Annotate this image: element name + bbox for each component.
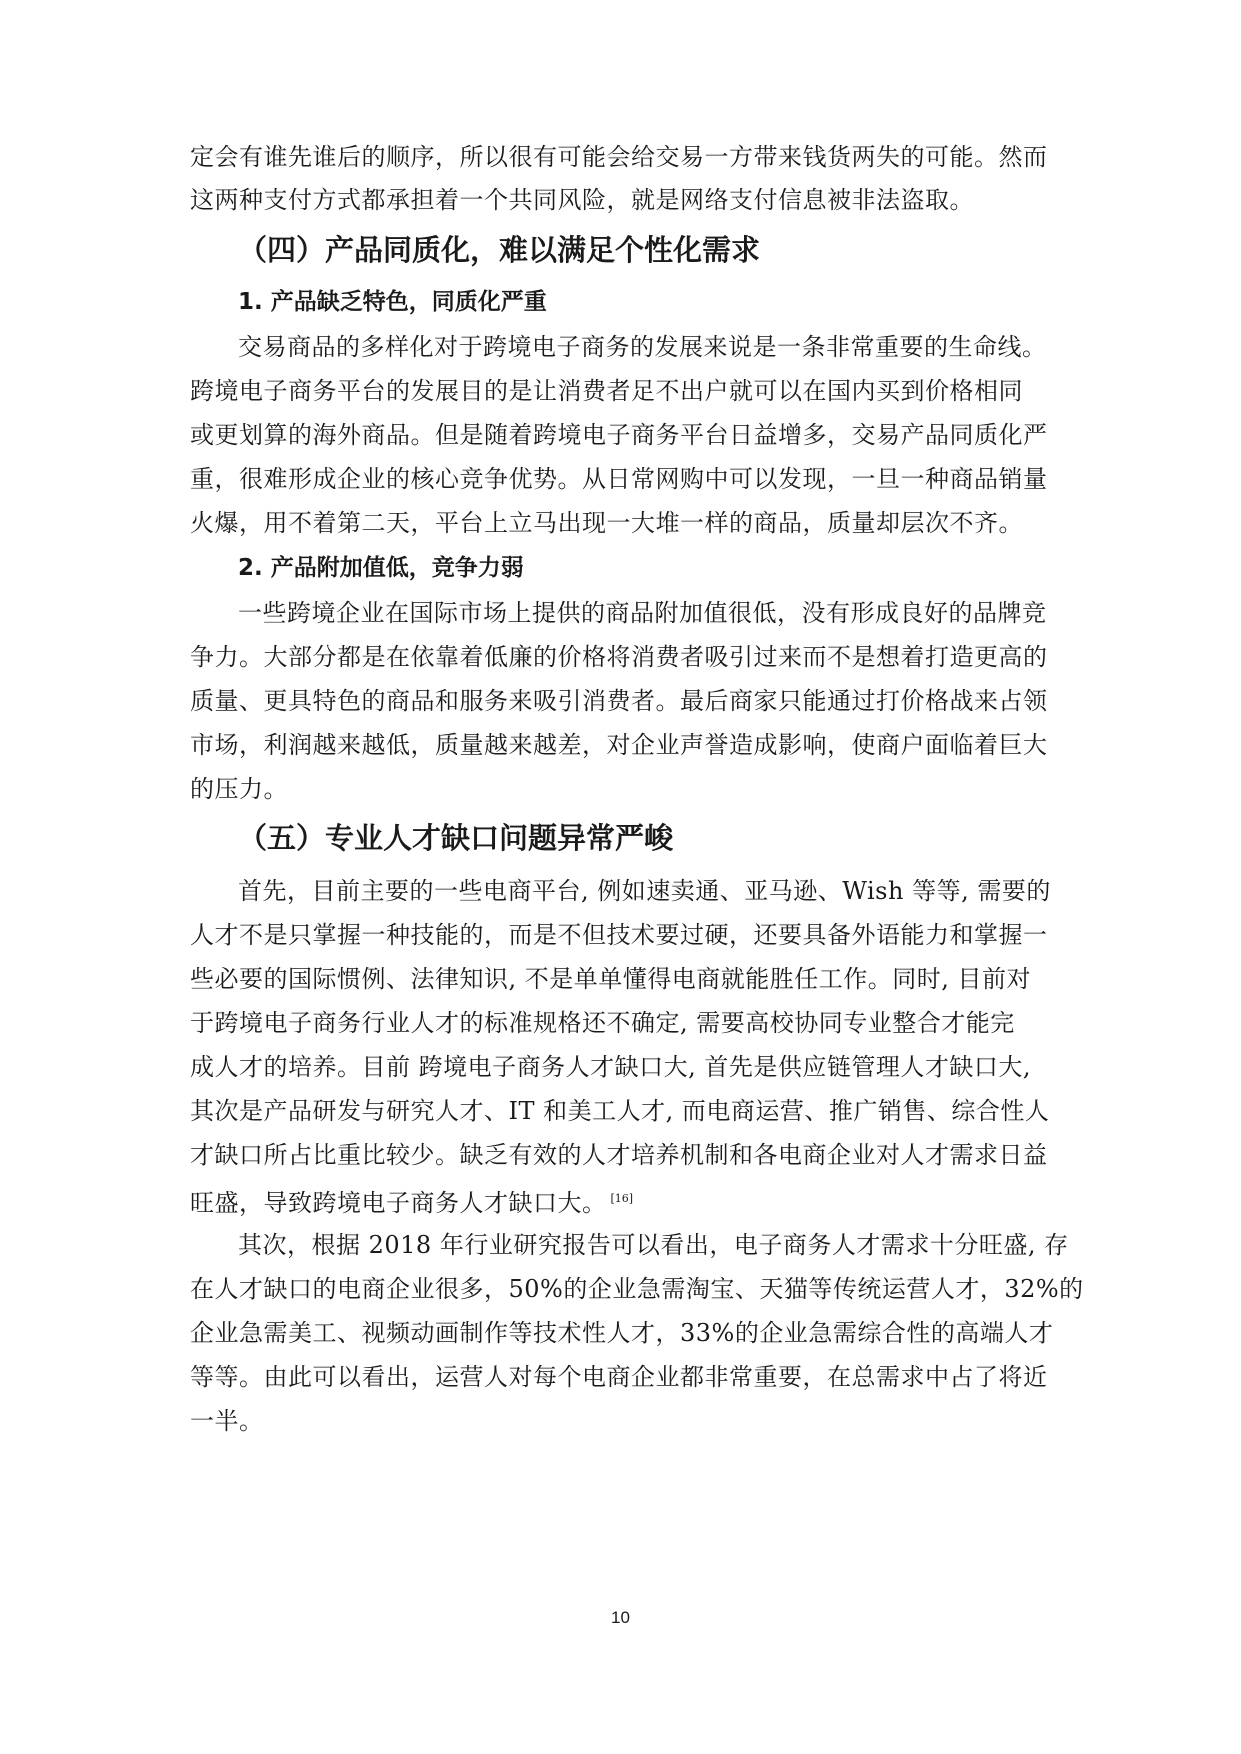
paragraph-line: 跨境电子商务平台的发展目的是让消费者足不出户就可以在国内买到价格相同	[190, 377, 1023, 405]
paragraph-line: 其次，根据 2018 年行业研究报告可以看出，电子商务人才需求十分旺盛, 存	[238, 1231, 1069, 1259]
paragraph-line: 一些跨境企业在国际市场上提供的商品附加值很低，没有形成良好的品牌竞	[238, 599, 1047, 627]
paragraph-line: 首先，目前主要的一些电商平台, 例如速卖通、亚马逊、Wish 等等, 需要的	[238, 877, 1051, 905]
subsection-heading-4-1: 1. 产品缺乏特色，同质化严重	[238, 289, 547, 315]
paragraph-line: 这两种支付方式都承担着一个共同风险，就是网络支付信息被非法盗取。	[190, 186, 974, 214]
citation-marker: [16]	[610, 1192, 634, 1205]
paragraph-line: 才缺口所占比重比较少。缺乏有效的人才培养机制和各电商企业对人才需求日益	[190, 1141, 1048, 1169]
paragraph-line: 些必要的国际惯例、法律知识, 不是单单懂得电商就能胜任工作。同时, 目前对	[190, 965, 1032, 993]
paragraph-line: 一半。	[190, 1407, 264, 1435]
paragraph-line: 或更划算的海外商品。但是随着跨境电子商务平台日益增多，交易产品同质化严	[190, 421, 1048, 449]
paragraph-text: 旺盛，导致跨境电子商务人才缺口大。	[190, 1189, 607, 1217]
paragraph-line: 人才不是只掌握一种技能的，而是不但技术要过硬，还要具备外语能力和掌握一	[190, 921, 1048, 949]
paragraph-line: 重，很难形成企业的核心竞争优势。从日常网购中可以发现，一旦一种商品销量	[190, 465, 1048, 493]
paragraph-line: 质量、更具特色的商品和服务来吸引消费者。最后商家只能通过打价格战来占领	[190, 687, 1048, 715]
paragraph-line	[190, 1182, 633, 1220]
paragraph-line: 争力。大部分都是在依靠着低廉的价格将消费者吸引过来而不是想着打造更高的	[190, 643, 1048, 671]
paragraph-line: 于跨境电子商务行业人才的标准规格还不确定, 需要高校协同专业整合才能完	[190, 1009, 1015, 1037]
section-heading-5: （五）专业人才缺口问题异常严峻	[238, 821, 674, 855]
paragraph-line: 火爆，用不着第二天，平台上立马出现一大堆一样的商品，质量却层次不齐。	[190, 509, 1023, 537]
paragraph-line: 在人才缺口的电商企业很多，50%的企业急需淘宝、天猫等传统运营人才，32%的	[190, 1275, 1084, 1303]
section-heading-4: （四）产品同质化，难以满足个性化需求	[238, 233, 761, 267]
paragraph-line: 其次是产品研发与研究人才、IT 和美工人才, 而电商运营、推广销售、综合性人	[190, 1097, 1050, 1125]
subsection-heading-4-2: 2. 产品附加值低，竞争力弱	[238, 555, 524, 581]
paragraph-line: 交易商品的多样化对于跨境电子商务的发展来说是一条非常重要的生命线。	[238, 333, 1047, 361]
paragraph-line: 成人才的培养。目前 跨境电子商务人才缺口大, 首先是供应链管理人才缺口大,	[190, 1053, 1032, 1081]
paragraph-line: 的压力。	[190, 775, 288, 803]
paragraph-line: 企业急需美工、视频动画制作等技术性人才，33%的企业急需综合性的高端人才	[190, 1319, 1054, 1347]
paragraph-line: 定会有谁先谁后的顺序，所以很有可能会给交易一方带来钱货两失的可能。然而	[190, 143, 1048, 171]
paragraph-line: 等等。由此可以看出，运营人对每个电商企业都非常重要，在总需求中占了将近	[190, 1363, 1048, 1391]
paragraph-line: 市场，利润越来越低，质量越来越差，对企业声誉造成影响，使商户面临着巨大	[190, 731, 1048, 759]
page-number: 10	[611, 1608, 630, 1627]
